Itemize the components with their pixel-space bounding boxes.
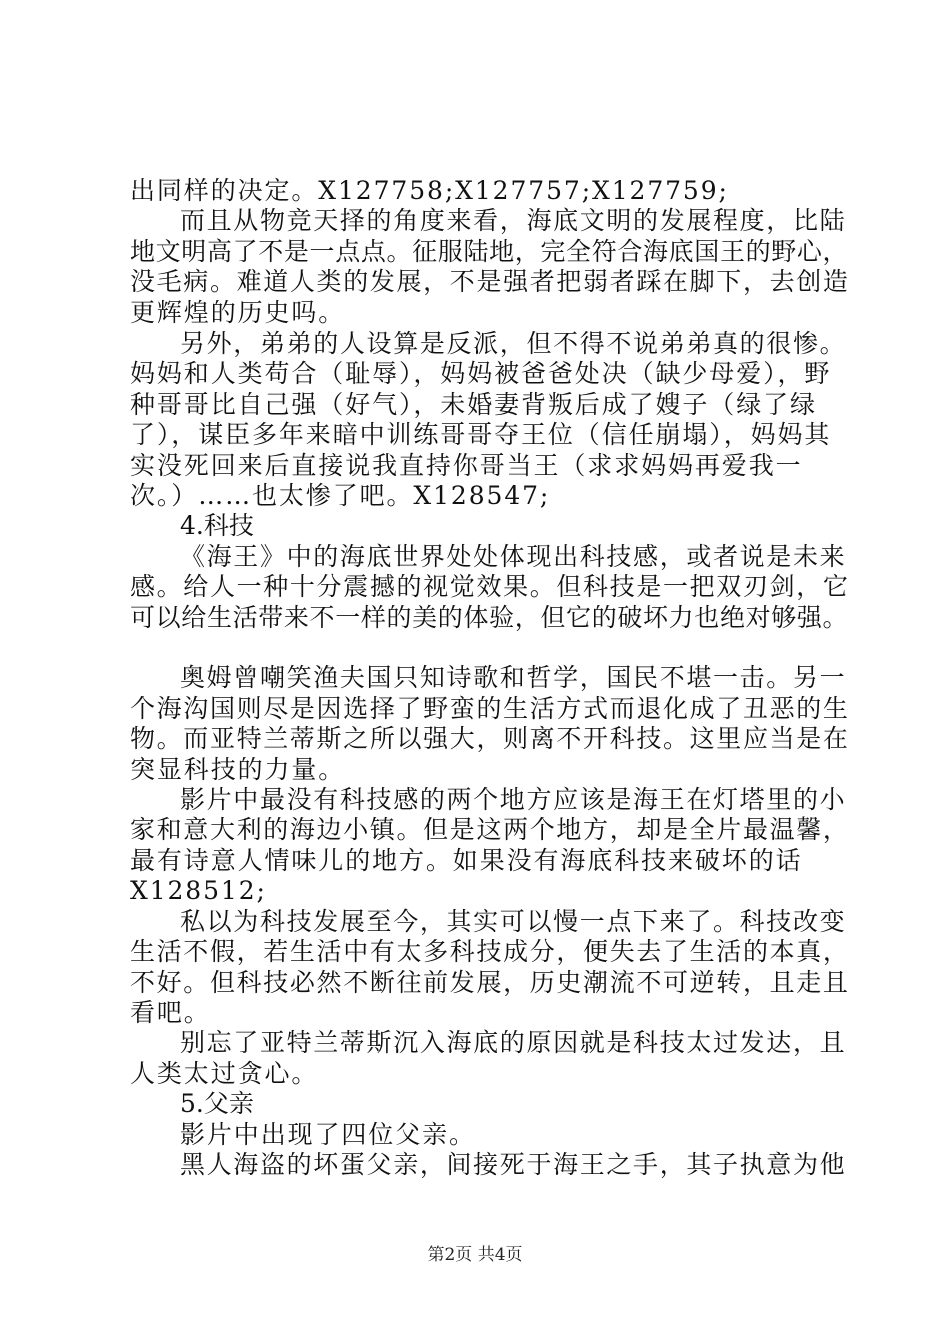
section-heading: 4.科技	[180, 511, 254, 540]
paragraph-line: 突显科技的力量。	[130, 755, 346, 784]
paragraph-line: 物。而亚特兰蒂斯之所以强大，则离不开科技。这里应当是在	[130, 724, 850, 753]
paragraph-line: 更辉煌的历史吗。	[130, 298, 346, 327]
paragraph-line: 而且从物竞天择的角度来看，海底文明的发展程度，比陆	[180, 206, 847, 235]
paragraph-line: 看吧。	[130, 998, 211, 1027]
paragraph-line: 影片中出现了四位父亲。	[180, 1120, 476, 1149]
paragraph-line: 不好。但科技必然不断往前发展，历史潮流不可逆转，且走且	[130, 968, 850, 997]
paragraph-line: 妈妈和人类苟合（耻辱），妈妈被爸爸处决（缺少母爱），野	[130, 359, 832, 388]
paragraph-line: 地文明高了不是一点点。征服陆地，完全符合海底国王的野心，	[130, 237, 849, 266]
paragraph-line: 实没死回来后直接说我直持你哥当王（求求妈妈再爱我一	[130, 451, 803, 480]
paragraph-line: 生活不假，若生活中有太多科技成分，便失去了生活的本真，	[130, 937, 850, 966]
paragraph-line: 人类太过贪心。	[130, 1059, 319, 1088]
paragraph-line: 种哥哥比自己强（好气），未婚妻背叛后成了嫂子（绿了绿	[130, 390, 817, 419]
paragraph-line: 影片中最没有科技感的两个地方应该是海王在灯塔里的小	[180, 785, 847, 814]
paragraph-line: 没毛病。难道人类的发展，不是强者把弱者踩在脚下，去创造	[130, 267, 850, 296]
paragraph-line: 黑人海盗的坏蛋父亲，间接死于海王之手，其子执意为他	[180, 1150, 847, 1179]
paragraph-line: 别忘了亚特兰蒂斯沉入海底的原因就是科技太过发达，且	[180, 1028, 847, 1057]
page-footer: 第2页 共4页	[427, 1245, 523, 1265]
section-heading: 5.父亲	[180, 1089, 254, 1118]
paragraph-line: 个海沟国则尽是因选择了野蛮的生活方式而退化成了丑恶的生	[130, 694, 850, 723]
paragraph-line: 奥姆曾嘲笑渔夫国只知诗歌和哲学，国民不堪一击。另一	[180, 663, 847, 692]
paragraph-line: X128512;	[130, 876, 267, 905]
paragraph-line: 家和意大利的海边小镇。但是这两个地方，却是全片最温馨，	[130, 815, 850, 844]
paragraph-line: 感。给人一种十分震撼的视觉效果。但科技是一把双刃剑，它	[130, 572, 850, 601]
paragraph-line: 可以给生活带来不一样的美的体验，但它的破坏力也绝对够强。	[130, 603, 849, 632]
paragraph-line: 《海王》中的海底世界处处体现出科技感，或者说是未来	[180, 542, 847, 571]
paragraph-line: 了），谋臣多年来暗中训练哥哥夺王位（信任崩塌），妈妈其	[130, 420, 832, 449]
paragraph-line: 次。）……也太惨了吧。X128547;	[130, 481, 551, 510]
paragraph-line: 出同样的决定。X127758;X127757;X127759;	[130, 176, 729, 205]
paragraph-line: 私以为科技发展至今，其实可以慢一点下来了。科技改变	[180, 907, 847, 936]
paragraph-line: 最有诗意人情味儿的地方。如果没有海底科技来破坏的话	[130, 846, 803, 875]
paragraph-line: 另外，弟弟的人设算是反派，但不得不说弟弟真的很惨。	[180, 329, 847, 358]
